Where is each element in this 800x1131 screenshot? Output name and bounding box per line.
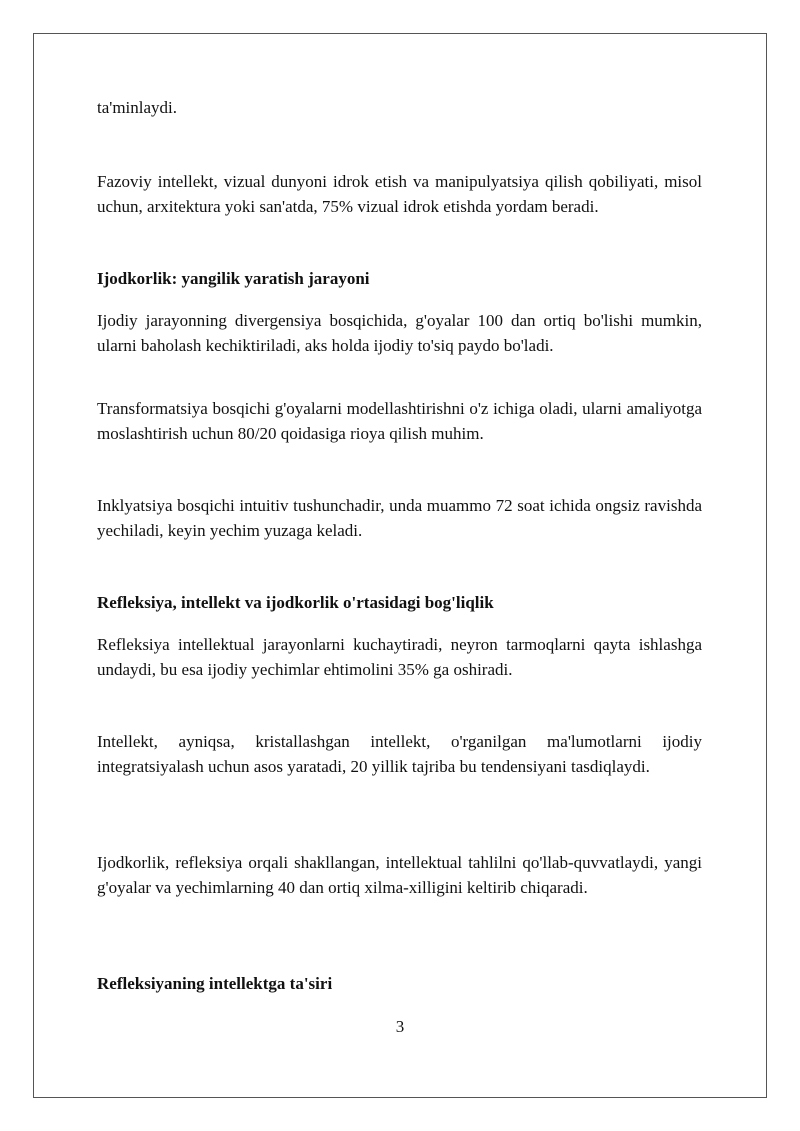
heading-relationship: Refleksiya, intellekt va ijodkorlik o'rtasidagi bog'liqlik bbox=[97, 593, 494, 612]
paragraph-intellect: Intellekt, ayniqsa, kristallashgan intellekt, o'rganilgan ma'lumotlarni ijodiy integratsiyalash uchun asos yaratadi, 20 yillik tajriba bu tendensiyani tasdiqlaydi. bbox=[97, 732, 702, 776]
page-number: 3 bbox=[395, 1017, 405, 1036]
paragraph-continuation: ta'minlaydi. bbox=[97, 98, 178, 117]
paragraph-divergence: Ijodiy jarayonning divergensiya bosqichida, g'oyalar 100 dan ortiq bo'lishi mumkin, ularni baholash kechiktiriladi, aks holda ijodiy to'siq paydo bo'ladi. bbox=[97, 311, 702, 355]
paragraph-transformation: Transformatsiya bosqichi g'oyalarni modellashtirishni o'z ichiga oladi, ularni amaliyotga moslashtirish uchun 80/20 qoidasiga rioya qilish muhim. bbox=[97, 399, 702, 443]
paragraph-creativity-reflection: Ijodkorlik, refleksiya orqali shakllangan, intellektual tahlilni qo'llab-quvvatlaydi, yangi g'oyalar va yechimlarning 40 dan ortiq xilma-xilligini keltirib chiqaradi. bbox=[97, 853, 702, 897]
heading-creativity: Ijodkorlik: yangilik yaratish jarayoni bbox=[97, 269, 370, 288]
paragraph-spatial-intelligence: Fazoviy intellekt, vizual dunyoni idrok etish va manipulyatsiya qilish qobiliyati, misol uchun, arxitektura yoki san'atda, 75% vizual idrok etishda yordam beradi. bbox=[97, 172, 702, 216]
heading-reflection-impact: Refleksiyaning intellektga ta'siri bbox=[97, 974, 333, 993]
paragraph-reflection: Refleksiya intellektual jarayonlarni kuchaytiradi, neyron tarmoqlarni qayta ishlashga undaydi, bu esa ijodiy yechimlar ehtimolini 35% ga oshiradi. bbox=[97, 635, 702, 679]
paragraph-incubation: Inklyatsiya bosqichi intuitiv tushunchadir, unda muammo 72 soat ichida ongsiz ravishda yechiladi, keyin yechim yuzaga keladi. bbox=[97, 496, 702, 540]
